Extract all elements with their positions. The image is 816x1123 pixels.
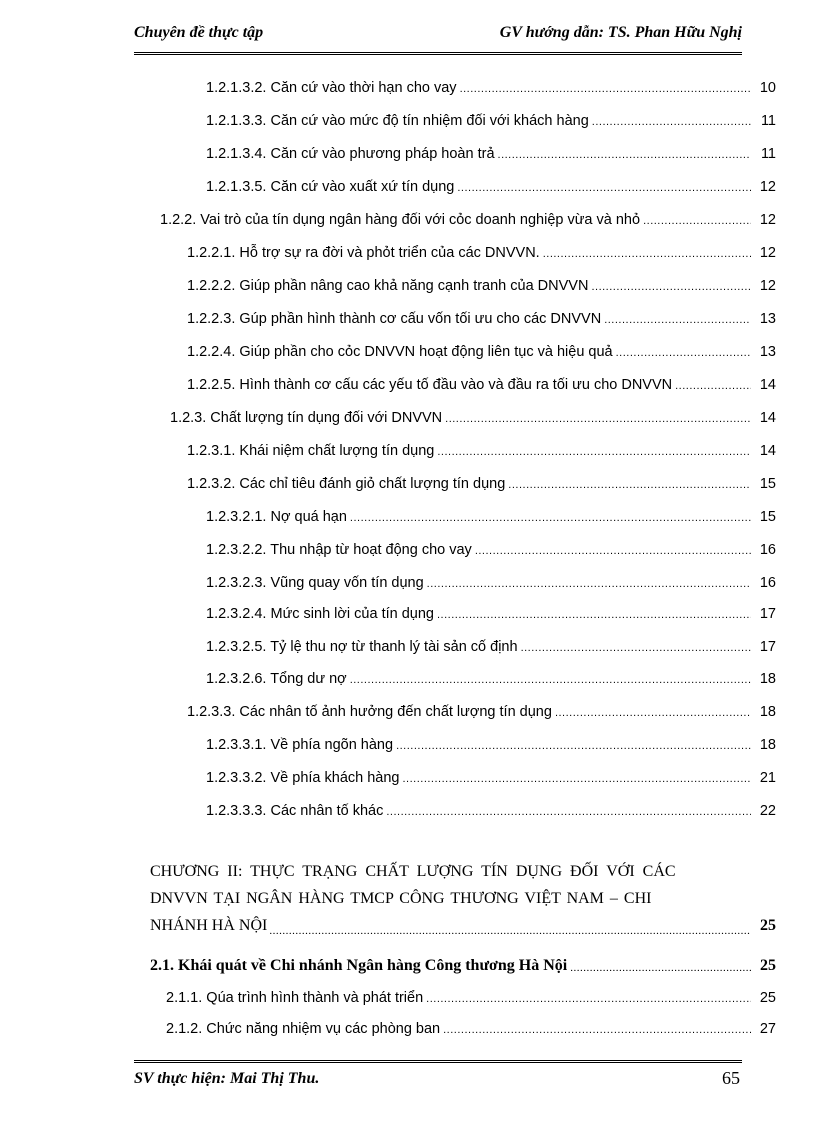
toc-entry [206,797,776,819]
toc-entry-page: 12 [759,245,776,261]
toc-entry-page: 25 [759,990,776,1006]
toc-entry [206,173,776,195]
toc-leader [269,923,750,939]
toc-entry-title: 1.2.3. Chất lượng tín dụng đối với DNVVN [170,410,443,426]
toc-entry-title: 1.2.1.3.5. Căn cứ vào xuất xứ tín dụng [206,179,455,195]
toc-leader [604,313,751,327]
toc-entry-title: 1.2.2.2. Giúp phần nâng cao khả năng cạnh tranh của DNVVN [187,278,589,294]
toc-entry-page: 27 [759,1021,776,1037]
toc-entry [206,503,776,525]
toc-entry-page: 11 [760,113,776,129]
toc-entry-title: 1.2.3.2.4. Mức sinh lời của tín dụng [206,606,434,622]
toc-entry-page: 22 [759,803,776,819]
toc-leader [350,511,751,525]
toc-entry-page: 14 [759,377,776,393]
toc-entry-page: 21 [759,770,776,786]
toc-entry-page: 12 [759,179,776,195]
toc-entry [187,305,776,327]
toc-entry [206,665,776,687]
toc-leader [396,739,751,753]
toc-entry [187,239,776,261]
header-right-title: GV hướng dẫn: TS. Phan Hữu Nghị [499,24,742,41]
toc-entry-title: 1.2.3.2.5. Tỷ lệ thu nợ từ thanh lý tài sản cố định [206,639,518,655]
toc-entry [206,731,776,753]
toc-entry-page: 15 [759,476,776,492]
header-left-title: Chuyên đề thực tập [134,24,264,41]
toc-leader [350,673,751,687]
toc-entry [170,404,776,426]
toc-entry-page: 12 [759,278,776,294]
toc-entry [187,272,776,294]
toc-entry-page: 16 [759,542,776,558]
chapter-title-line-1: CHƯƠNG II: THỰC TRẠNG CHẤT LƯỢNG TÍN DỤNG ĐỐI VỚI CÁC [150,863,676,880]
toc-entry-page: 13 [759,311,776,327]
toc-entry-title: 1.2.3.2.6. Tổng dư nợ [206,671,347,687]
footer-rule [134,1060,742,1063]
toc-entry [187,371,776,393]
toc-entry-title: 1.2.2.3. Gúp phần hình thành cơ cấu vốn tối ưu cho các DNVVN [187,311,602,327]
toc-entry [166,1015,776,1037]
chapter-title-line-3 [150,912,776,939]
section-title: 2.1. Khái quát về Chi nhánh Ngân hàng Công thương Hà Nội [150,957,568,974]
toc-entry [187,470,776,492]
toc-entry-title: 1.2.1.3.2. Căn cứ vào thời hạn cho vay [206,80,457,96]
toc-entry-page: 12 [759,212,776,228]
toc-leader [475,544,751,558]
toc-entry-title: 1.2.2. Vai trò của tín dụng ngân hàng đối với cỏc doanh nghiệp vừa và nhỏ [160,212,641,228]
toc-entry [187,338,776,360]
chapter-title-line-3-text: NHÁNH HÀ NỘI [150,917,268,934]
toc-entry [206,536,776,558]
toc-leader [543,247,751,261]
toc-entry-title: 1.2.1.3.3. Căn cứ vào mức độ tín nhiệm đối với khách hàng [206,113,589,129]
toc-entry [206,600,776,622]
chapter-page: 25 [760,917,776,934]
toc-leader [437,445,751,459]
toc-leader [457,181,751,195]
toc-entry-title: 1.2.3.3.2. Về phía khách hàng [206,770,400,786]
toc-entry [187,698,776,720]
toc-entry [206,74,776,96]
toc-entry [160,206,776,228]
toc-entry-title: 2.1.2. Chức năng nhiệm vụ các phòng ban [166,1021,441,1037]
toc-entry-title: 1.2.3.2.3. Vũng quay vốn tín dụng [206,575,424,591]
toc-leader [437,608,751,622]
toc-entry-page: 17 [759,639,776,655]
toc-entry [187,437,776,459]
toc-entry-page: 14 [759,443,776,459]
toc-entry-title: 1.2.3.2. Các chỉ tiêu đánh giỏ chất lượng tín dụng [187,476,506,492]
toc-leader [570,961,751,975]
toc-leader [402,772,751,786]
toc-entry-page: 17 [759,606,776,622]
toc-leader [443,1023,751,1037]
toc-entry [206,140,776,162]
toc-entry-title: 1.2.3.3. Các nhân tố ảnh hưởng đến chất lượng tín dụng [187,704,552,720]
toc-entry-page: 18 [759,737,776,753]
toc-entry-title: 1.2.1.3.4. Căn cứ vào phương pháp hoàn trả [206,146,495,162]
toc-entry-page: 16 [759,575,776,591]
toc-entry-page: 18 [759,671,776,687]
toc-entry-title: 1.2.3.2.1. Nợ quá hạn [206,509,347,525]
toc-entry-title: 1.2.3.3.1. Về phía ngõn hàng [206,737,394,753]
toc-entry-title: 1.2.2.1. Hỗ trợ sự ra đời và phỏt triển của các DNVVN. [187,245,540,261]
toc-entry-title: 1.2.3.1. Khái niệm chất lượng tín dụng [187,443,435,459]
toc-section-entry [150,951,776,975]
footer-author: SV thực hiện: Mai Thị Thu. [134,1070,320,1087]
toc-entry [206,633,776,655]
toc-entry-page: 10 [759,80,776,96]
toc-entry-title: 2.1.1. Qúa trình hình thành và phát triển [166,990,424,1006]
toc-leader [592,115,751,129]
toc-entry-page: 11 [760,146,776,162]
toc-entry-page: 15 [759,509,776,525]
toc-leader [521,641,751,655]
toc-entry [166,984,776,1006]
section-page: 25 [760,957,776,974]
toc-leader [426,992,751,1006]
toc-leader [427,577,751,591]
page-header [134,24,742,48]
toc-leader [445,412,751,426]
toc-leader [616,346,751,360]
toc-entry-title: 1.2.3.3.3. Các nhân tố khác [206,803,384,819]
toc-entry-title: 1.2.2.4. Giúp phần cho cỏc DNVVN hoạt động liên tục và hiệu quả [187,344,613,360]
toc-entry-page: 13 [759,344,776,360]
toc-entry-page: 18 [759,704,776,720]
toc-leader [555,706,751,720]
toc-leader [675,379,751,393]
chapter-heading [150,858,776,939]
toc-leader [386,805,751,819]
toc-leader [591,280,751,294]
toc-entry-page: 14 [759,410,776,426]
page-footer [134,1068,740,1094]
header-rule [134,52,742,55]
page-number: 65 [722,1068,740,1088]
toc-leader [643,214,751,228]
toc-entry-title: 1.2.3.2.2. Thu nhập từ hoạt động cho vay [206,542,472,558]
toc-leader [498,148,751,162]
chapter-title-line-2: DNVVN TẠI NGÂN HÀNG TMCP CÔNG THƯƠNG VIỆT NAM – CHI [150,890,652,907]
toc-entry-title: 1.2.2.5. Hình thành cơ cấu các yếu tố đầu vào và đầu ra tối ưu cho DNVVN [187,377,673,393]
toc-entry [206,764,776,786]
toc-leader [460,82,751,96]
toc-entry [206,107,776,129]
toc-leader [508,478,751,492]
toc-entry [206,569,776,591]
